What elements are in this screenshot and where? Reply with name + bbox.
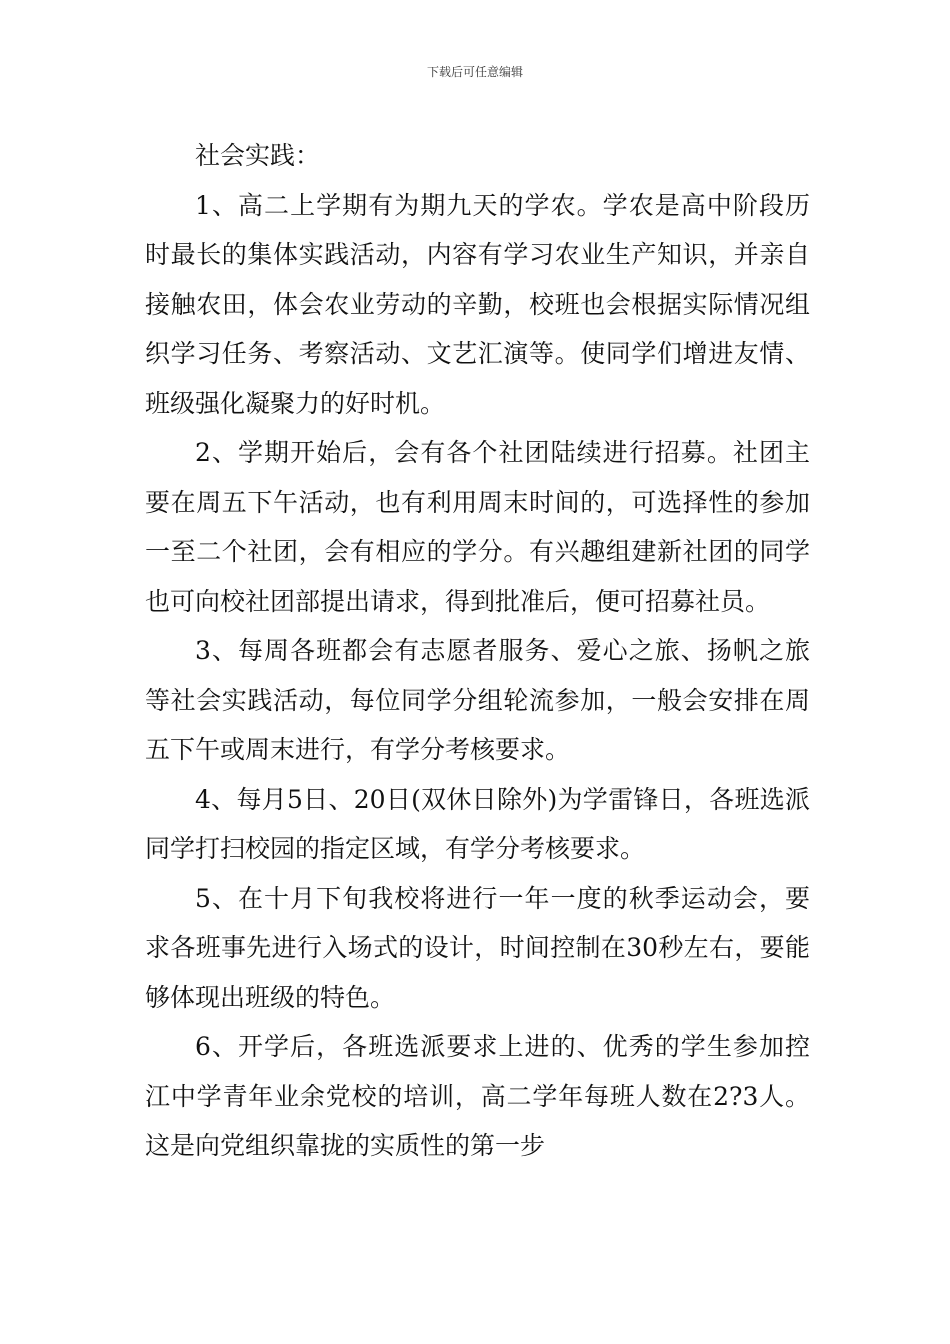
section-heading: 社会实践： [195, 141, 321, 170]
paragraph-item-6: 6、开学后，各班选派要求上进的、优秀的学生参加控江中学青年业余党校的培训，高二学年每班人数在2?3人。这是向党组织靠拢的实质性的第一步 [145, 1032, 810, 1160]
paragraph-item-4: 4、每月5日、20日(双休日除外)为学雷锋日，各班选派同学打扫校园的指定区域，有学分考核要求。 [145, 784, 810, 863]
paragraph-item-5: 5、在十月下旬我校将进行一年一度的秋季运动会，要求各班事先进行入场式的设计，时间控制在30秒左右，要能够体现出班级的特色。 [145, 883, 810, 1012]
document-body [145, 131, 810, 1171]
page-header-note: 下载后可任意编辑 [426, 65, 523, 79]
paragraph-item-1: 1、高二上学期有为期九天的学农。学农是高中阶段历时最长的集体实践活动，内容有学习农业生产知识，并亲自接触农田，体会农业劳动的辛勤，校班也会根据实际情况组织学习任务、考察活动、文艺汇演等。使同学们增进友情、班级强化凝聚力的好时机。 [145, 190, 810, 418]
paragraph-item-3: 3、每周各班都会有志愿者服务、爱心之旅、扬帆之旅等社会实践活动，每位同学分组轮流参加，一般会安排在周五下午或周末进行，有学分考核要求。 [145, 636, 810, 764]
paragraph-item-2: 2、学期开始后，会有各个社团陆续进行招募。社团主要在周五下午活动，也有利用周末时间的，可选择性的参加一至二个社团，会有相应的学分。有兴趣组建新社团的同学也可向校社团部提出请求，得到批准后，便可招募社员。 [145, 438, 810, 616]
